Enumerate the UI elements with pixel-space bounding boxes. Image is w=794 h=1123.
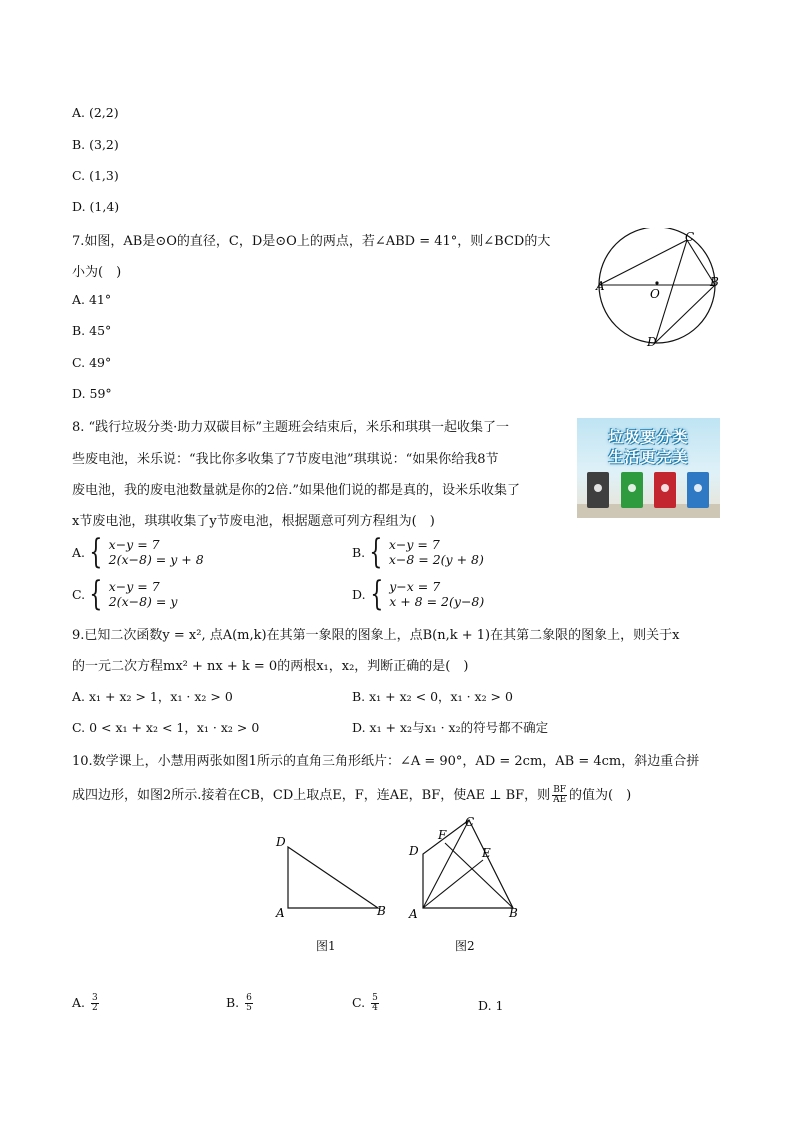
label-o: O	[650, 287, 660, 301]
q9-option-b: B. x₁ + x₂ < 0，x₁ · x₂ > 0	[352, 689, 513, 704]
brace: {	[89, 574, 103, 614]
q10-figure-2	[405, 813, 530, 925]
label-a: A	[596, 279, 605, 293]
triangle-dab	[288, 847, 378, 908]
q6-option-a: A. (2,2)	[72, 105, 119, 120]
fig2-caption: 图2	[455, 939, 475, 953]
fig1-caption: 图1	[316, 939, 336, 953]
chord-ac	[599, 240, 687, 285]
poster-line1: 垃圾要分类	[608, 428, 689, 446]
center-point	[655, 281, 658, 284]
q7-option-b: B. 45°	[72, 323, 112, 338]
stem-text: 的值为( )	[569, 788, 632, 803]
q9-stem-line1: 9.已知二次函数y = x², 点A(m,k)在其第一象限的图象上，点B(n,k + 1)在其第二象限的图象上，则关于x	[72, 628, 680, 643]
equation-1: x−y = 7	[388, 537, 440, 552]
equation-1: x−y = 7	[108, 579, 160, 594]
q8-option-a	[72, 532, 204, 572]
q10-option-b: B. $\frac{6}{5}$	[226, 993, 252, 1013]
q7-option-d: D. 59°	[72, 386, 112, 401]
label-d: D	[409, 844, 419, 858]
q8-option-d	[352, 574, 485, 614]
q8-stem-line4: x节废电池，琪琪收集了y节废电池，根据题意可列方程组为( )	[72, 514, 435, 529]
fraction-bf-ae: $\frac{BF}{AE}$	[553, 785, 567, 805]
label-e: E	[482, 846, 491, 860]
q8-stem-line1: 8. “践行垃圾分类·助力双碳目标”主题班会结束后，米乐和琪琪一起收集了一	[72, 420, 509, 435]
brace: {	[369, 574, 383, 614]
equation-1: x−y = 7	[108, 537, 160, 552]
q7-circle-figure	[590, 228, 730, 350]
poster-bins	[577, 466, 720, 518]
label-b: B	[509, 906, 518, 920]
q10-figure-1	[270, 830, 400, 925]
segment-ae	[423, 860, 483, 908]
q9-option-d: D. x₁ + x₂与x₁ · x₂的符号都不确定	[352, 720, 549, 735]
equation-1: y−x = 7	[389, 579, 441, 594]
q8-stem-line2: 些废电池，米乐说：“我比你多收集了7节废电池”琪琪说：“如果你给我8节	[72, 452, 499, 467]
label-f: F	[438, 828, 447, 842]
equation-2: 2(x−8) = y	[108, 594, 178, 609]
q9-stem-line2: 的一元二次方程mx² + nx + k = 0的两根x₁，x₂，判断正确的是( )	[72, 659, 469, 674]
q6-option-d: D. (1,4)	[72, 199, 120, 214]
q8-stem-line3: 废电池，我的废电池数量就是你的2倍.”如果他们说的都是真的，设米乐收集了	[72, 483, 521, 498]
option-letter: B.	[352, 544, 366, 560]
q10-option-a: A. $\frac{3}{2}$	[72, 993, 98, 1013]
q10-stem-line1: 10.数学课上，小慧用两张如图1所示的直角三角形纸片：∠A = 90°，AD = 2cm，AB = 4cm，斜边重合拼	[72, 754, 700, 769]
label-d: D	[647, 335, 657, 349]
brace: {	[369, 532, 383, 572]
q10-stem-line2	[72, 784, 631, 805]
label-c: C	[685, 230, 695, 244]
q10-option-c: C. $\frac{5}{4}$	[352, 993, 378, 1013]
equation-2: x + 8 = 2(y−8)	[389, 594, 485, 609]
label-a: A	[409, 907, 418, 921]
label-c: C	[465, 815, 475, 829]
option-letter: C.	[72, 586, 86, 602]
q7-stem-line2: 小为( )	[72, 265, 122, 280]
equation-2: 2(x−8) = y + 8	[108, 552, 204, 567]
q10-option-d: D. 1	[478, 998, 504, 1013]
brace: {	[89, 532, 103, 572]
q7-option-c: C. 49°	[72, 355, 112, 370]
label-b: B	[377, 904, 386, 918]
option-letter: A.	[72, 544, 86, 560]
equation-2: x−8 = 2(y + 8)	[388, 552, 484, 567]
label-b: B	[710, 275, 719, 289]
q9-option-c: C. 0 < x₁ + x₂ < 1，x₁ · x₂ > 0	[72, 720, 260, 735]
q7-stem-line1: 7.如图，AB是⊙O的直径，C，D是⊙O上的两点，若∠ABD = 41°，则∠BCD的大	[72, 234, 551, 249]
q6-option-b: B. (3,2)	[72, 137, 119, 152]
q9-option-a: A. x₁ + x₂ > 1，x₁ · x₂ > 0	[72, 689, 233, 704]
q8-option-b	[352, 532, 484, 572]
option-letter: D.	[352, 586, 366, 602]
label-d: D	[276, 835, 286, 849]
q8-option-c	[72, 574, 178, 614]
garbage-sorting-poster	[577, 418, 720, 518]
label-a: A	[276, 906, 285, 920]
q6-option-c: C. (1,3)	[72, 168, 119, 183]
stem-text: 成四边形，如图2所示.接着在CB，CD上取点E，F，连AE，BF，使AE ⊥ BF，则	[72, 788, 551, 803]
poster-line2: 生活更完美	[608, 448, 689, 466]
q7-option-a: A. 41°	[72, 292, 112, 307]
segment-bf	[445, 843, 513, 908]
